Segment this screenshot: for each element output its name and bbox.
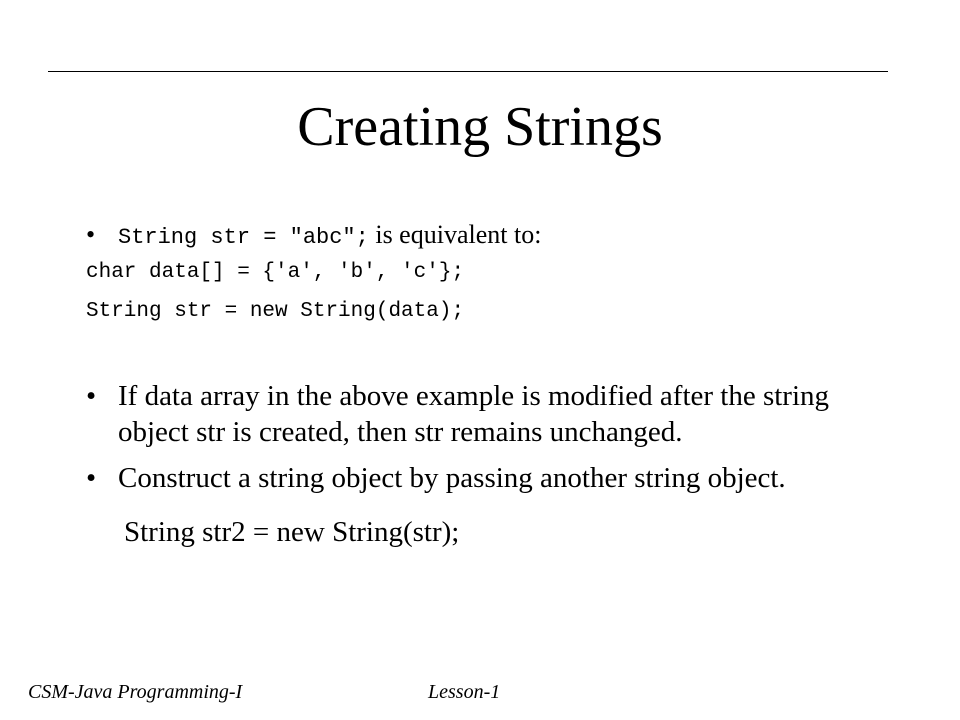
code-line-string-constructor: String str = new String(data); [86, 300, 465, 323]
bullet-glyph: • [86, 380, 97, 412]
bullet-glyph: • [86, 220, 96, 249]
equivalence-text: is equivalent to: [368, 220, 542, 249]
example-code-line: String str2 = new String(str); [124, 516, 460, 548]
bullet-glyph: • [86, 462, 97, 494]
bullet-construct-string [86, 460, 886, 496]
bullet-text: Construct a string object by passing another string object. [118, 462, 786, 494]
footer-course: CSM-Java Programming-I [28, 681, 243, 703]
code-line-char-array: char data[] = {'a', 'b', 'c'}; [86, 261, 465, 284]
equivalence-code: String str = "abc"; [118, 225, 369, 250]
top-divider [48, 71, 888, 72]
footer-lesson: Lesson-1 [428, 681, 501, 703]
equivalence-bullet [86, 218, 541, 255]
slide-title: Creating Strings [297, 96, 663, 158]
equivalence-content [118, 218, 541, 255]
bullet-text: If data array in the above example is modified after the string object str is created, then str remains unchanged. [118, 380, 830, 448]
bullet-modified-array [86, 378, 866, 450]
